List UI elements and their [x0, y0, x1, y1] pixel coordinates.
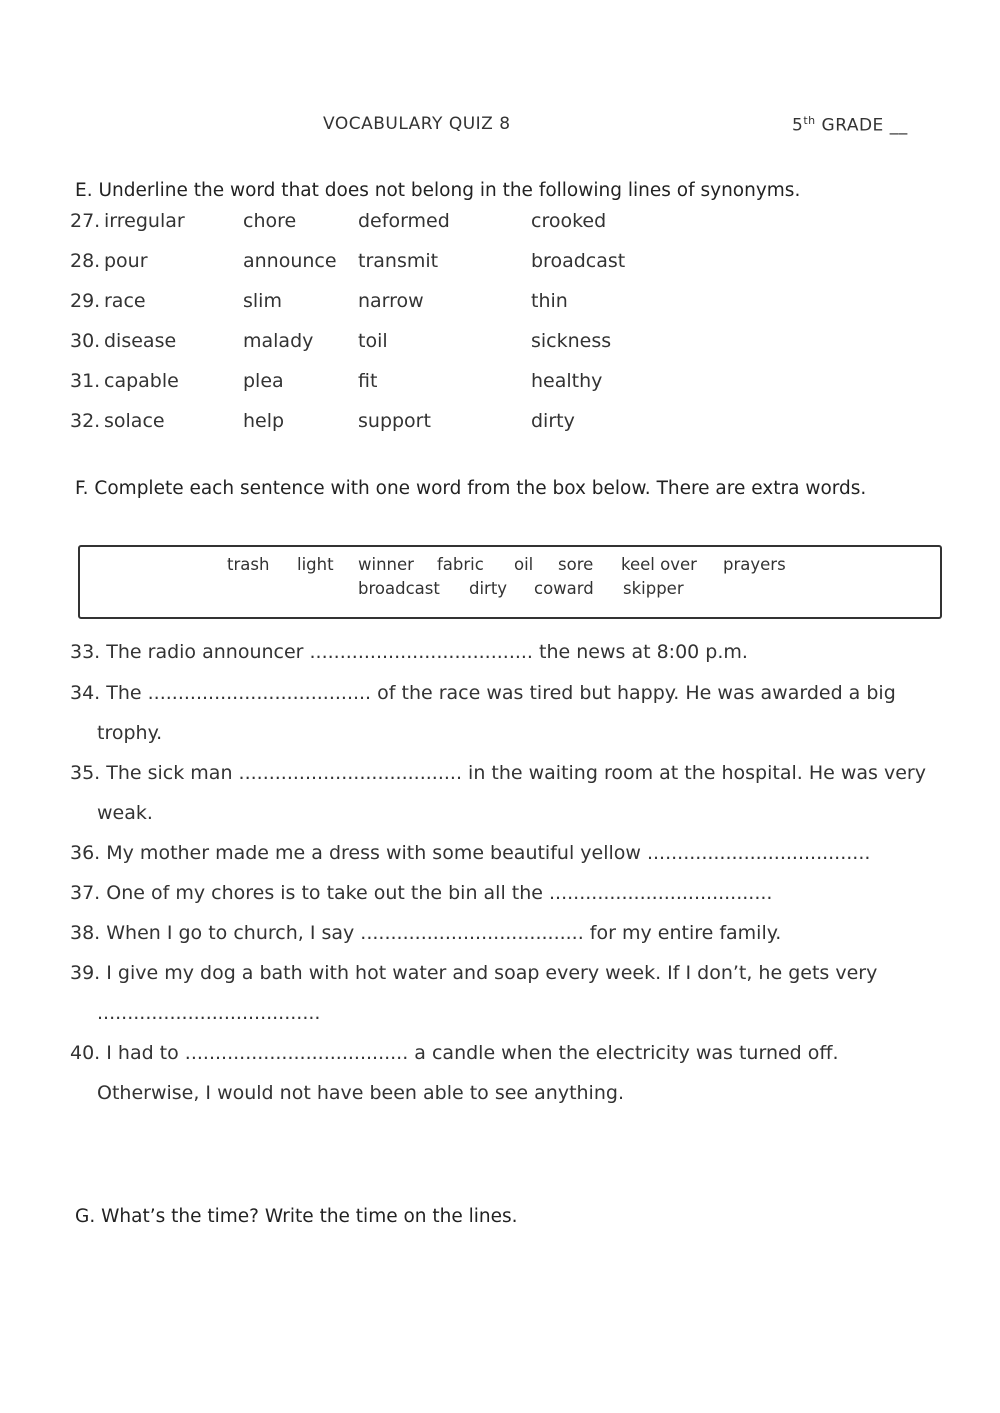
synonym-word[interactable]: deformed [358, 210, 450, 232]
row-number: 27. [70, 210, 101, 232]
synonym-word[interactable]: transmit [358, 250, 439, 272]
synonym-word[interactable]: race [104, 290, 146, 312]
box-word: dirty [469, 579, 508, 598]
box-word: oil [514, 555, 534, 574]
sentence-33: 33. The radio announcer ..................................... the news at 8:00 p.m. [70, 641, 748, 663]
synonym-word[interactable]: slim [243, 290, 282, 312]
row-number: 32. [70, 410, 101, 432]
sentence-36: 36. My mother made me a dress with some beautiful yellow ..................................... [70, 842, 871, 864]
box-word: winner [358, 555, 414, 574]
synonym-word[interactable]: healthy [531, 370, 603, 392]
box-word: broadcast [358, 579, 440, 598]
sentence-40: 40. I had to ..................................... a candle when the electricity was turned off. [70, 1042, 839, 1064]
row-number: 31. [70, 370, 101, 392]
section-g-instruction: G. What’s the time? Write the time on the lines. [75, 1206, 518, 1227]
section-e-instruction: E. Underline the word that does not belong in the following lines of synonyms. [75, 180, 801, 201]
sentence-34: 34. The ..................................... of the race was tired but happy. He was awarded a big [70, 682, 896, 704]
synonym-word[interactable]: plea [243, 370, 284, 392]
quiz-title: VOCABULARY QUIZ 8 [323, 114, 511, 134]
sentence-37: 37. One of my chores is to take out the bin all the ..................................... [70, 882, 773, 904]
sentence-39: 39. I give my dog a bath with hot water and soap every week. If I don’t, he gets very [70, 962, 878, 984]
sentence-38: 38. When I go to church, I say ..................................... for my entire family. [70, 922, 782, 944]
synonym-word[interactable]: chore [243, 210, 297, 232]
synonym-word[interactable]: crooked [531, 210, 607, 232]
synonym-word[interactable]: toil [358, 330, 388, 352]
sentence-35-cont: weak. [97, 802, 153, 824]
synonym-word[interactable]: irregular [104, 210, 185, 232]
box-word: sore [558, 555, 594, 574]
sentence-40-cont: Otherwise, I would not have been able to see anything. [97, 1082, 624, 1104]
synonym-word[interactable]: help [243, 410, 285, 432]
row-number: 29. [70, 290, 101, 312]
word-box [78, 545, 942, 619]
box-word: coward [534, 579, 594, 598]
box-word: trash [227, 555, 270, 574]
synonym-word[interactable]: pour [104, 250, 148, 272]
row-number: 28. [70, 250, 101, 272]
synonym-word[interactable]: fit [358, 370, 378, 392]
synonym-word[interactable]: disease [104, 330, 177, 352]
box-word: prayers [723, 555, 786, 574]
section-f-instruction: F. Complete each sentence with one word from the box below. There are extra words. [75, 478, 867, 499]
synonym-word[interactable]: support [358, 410, 431, 432]
sentence-39-blank[interactable]: ..................................... [97, 1002, 321, 1024]
sentence-34-cont: trophy. [97, 722, 163, 744]
box-word: fabric [437, 555, 484, 574]
synonym-word[interactable]: solace [104, 410, 165, 432]
synonym-word[interactable]: announce [243, 250, 337, 272]
synonym-word[interactable]: malady [243, 330, 314, 352]
synonym-word[interactable]: capable [104, 370, 179, 392]
box-word: skipper [623, 579, 684, 598]
grade-text: GRADE __ [815, 115, 908, 136]
grade-number: 5 [792, 115, 804, 136]
box-word: keel over [621, 555, 697, 574]
synonym-word[interactable]: dirty [531, 410, 575, 432]
grade-label [792, 114, 908, 136]
synonym-word[interactable]: thin [531, 290, 568, 312]
box-word: light [297, 555, 334, 574]
row-number: 30. [70, 330, 101, 352]
synonym-word[interactable]: sickness [531, 330, 612, 352]
sentence-35: 35. The sick man ..................................... in the waiting room at the hospital. He was very [70, 762, 926, 784]
synonym-word[interactable]: narrow [358, 290, 424, 312]
synonym-word[interactable]: broadcast [531, 250, 626, 272]
grade-suffix: th [803, 114, 816, 127]
